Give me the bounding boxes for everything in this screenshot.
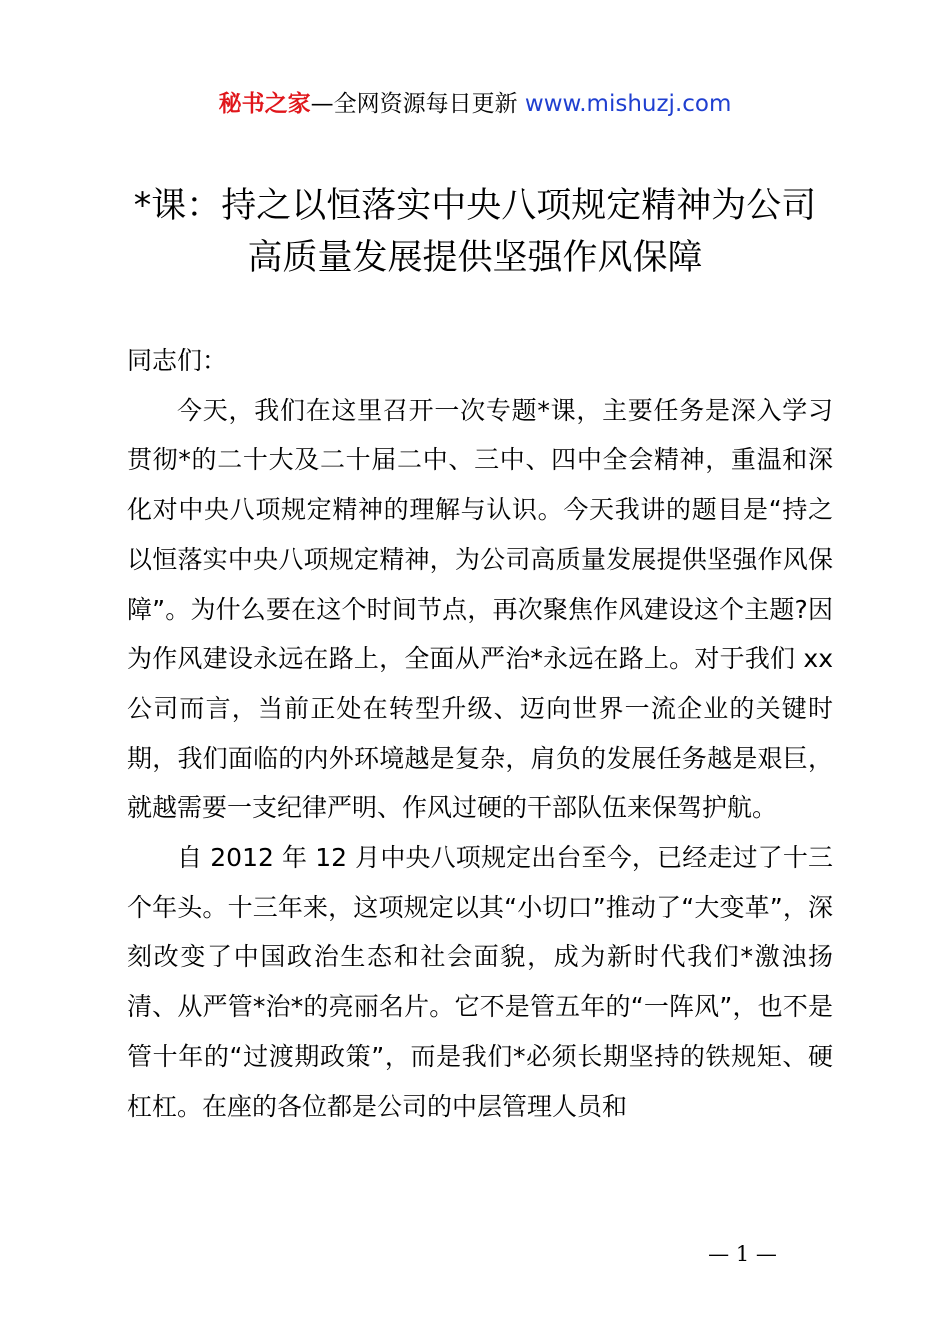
title-line-1: *课：持之以恒落实中央八项规定精神为公司 bbox=[133, 186, 817, 226]
header-url-link[interactable]: www.mishuzj.com bbox=[524, 91, 732, 117]
brand-name: 秘书之家 bbox=[218, 91, 311, 117]
body-paragraph-2: 自 2012 年 12 月中央八项规定出台至今，已经走过了十三个年头。十三年来，这项规定以其“小切口”推动了“大变革”，深刻改变了中国政治生态和社会面貌，成为新时代我们*激浊扬清、从严管*治*的亮丽名片。它不是管五年的“一阵风”，也不是管十年的“过渡期政策”，而是我们*必须长期坚持的铁规矩、硬杠杠。在座的各位都是公司的中层管理人员和 bbox=[127, 843, 833, 1121]
document-body bbox=[127, 336, 833, 1131]
site-header bbox=[0, 88, 950, 120]
page-number: — 1 — bbox=[708, 1242, 777, 1266]
greeting: 同志们： bbox=[127, 346, 228, 375]
body-paragraph-1: 今天，我们在这里召开一次专题*课，主要任务是深入学习贯彻*的二十大及二十届二中、三中、四中全会精神，重温和深化对中央八项规定精神的理解与认识。今天我讲的题目是“持之以恒落实中央八项规定精神，为公司高质量发展提供坚强作风保障”。为什么要在这个时间节点，再次聚焦作风建设这个主题?因为作风建设永远在路上，全面从严治*永远在路上。对于我们 xx 公司而言，当前正处在转型升级、迈向世界一流企业的关键时期，我们面临的内外环境越是复杂，肩负的发展任务越是艰巨，就越需要一支纪律严明、作风过硬的干部队伍来保驾护航。 bbox=[127, 395, 833, 823]
header-tagline: —全网资源每日更新 bbox=[310, 91, 525, 117]
title-line-2: 高质量发展提供坚强作风保障 bbox=[247, 238, 703, 278]
document-title bbox=[0, 180, 950, 284]
